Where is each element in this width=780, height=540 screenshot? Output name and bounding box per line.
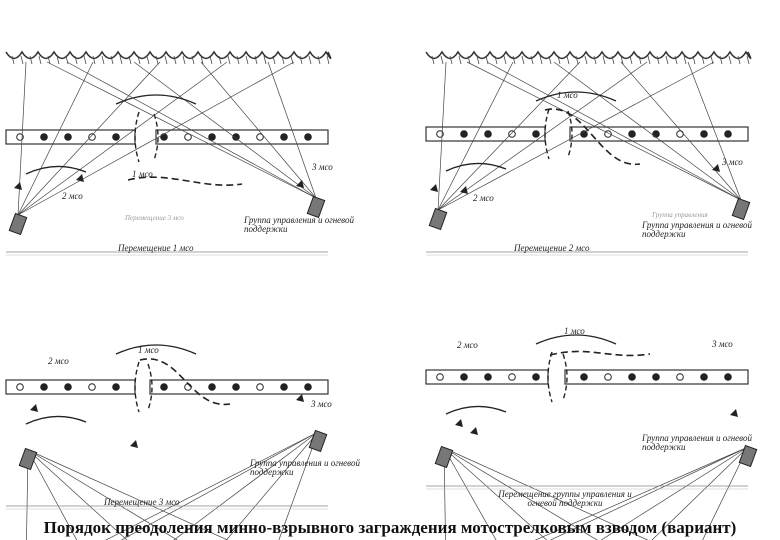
mine-marker xyxy=(437,374,444,381)
front-tick xyxy=(459,56,461,64)
squad-marker xyxy=(130,440,138,448)
panel-3-label-squad-1: 1 мсо xyxy=(138,345,159,355)
front-tick xyxy=(39,56,41,64)
panel-2-label-squad-2: 2 мсо xyxy=(473,193,494,203)
front-tick xyxy=(585,56,587,64)
front-tick xyxy=(666,56,668,64)
mine-marker xyxy=(89,134,96,141)
squad-marker xyxy=(76,174,84,182)
front-tick xyxy=(93,56,95,64)
mine-marker xyxy=(533,131,540,138)
mine-marker xyxy=(161,134,168,141)
vehicle-icon xyxy=(9,213,26,234)
fire-direction-line xyxy=(621,62,741,200)
mine-marker xyxy=(581,374,588,381)
squad-marker xyxy=(455,419,463,427)
vehicle-icon xyxy=(19,448,36,469)
fire-direction-line xyxy=(438,62,513,210)
squad-marker xyxy=(14,182,22,190)
front-tick xyxy=(513,56,515,64)
mine-marker xyxy=(41,134,48,141)
mine-marker xyxy=(701,131,708,138)
mine-marker xyxy=(485,131,492,138)
passage-bracket xyxy=(135,112,139,162)
fire-direction-line xyxy=(18,62,227,215)
squad-arc xyxy=(26,416,86,424)
mine-marker xyxy=(305,134,312,141)
panel-4-label-squad-2: 2 мсо xyxy=(457,340,478,350)
front-tick xyxy=(576,56,578,64)
panel-4-caption: Перемещение группы управления и огневой поддержки xyxy=(498,489,632,509)
movement-route xyxy=(550,351,650,355)
front-tick xyxy=(522,56,524,64)
panel-3-label-squad-2: 2 мсо xyxy=(48,356,69,366)
panel-1-label-squad-2: 2 мсо xyxy=(62,191,83,201)
mine-marker xyxy=(701,374,708,381)
mine-marker xyxy=(677,374,684,381)
panel-1-faint-label: Перемещение 3 мсо xyxy=(125,214,184,222)
vehicle-icon xyxy=(435,446,452,467)
front-tick xyxy=(309,56,311,64)
mine-marker xyxy=(233,134,240,141)
mine-marker xyxy=(509,131,516,138)
mine-marker xyxy=(209,384,216,391)
mine-marker xyxy=(533,374,540,381)
fire-direction-line xyxy=(18,62,294,215)
squad-arc xyxy=(536,335,616,344)
mine-marker xyxy=(653,374,660,381)
diagram-title: Порядок преодоления минно-взрывного заграждения мотострелковым взводом (вариант) xyxy=(43,518,737,537)
fire-direction-line xyxy=(438,62,580,210)
movement-route xyxy=(545,109,640,164)
front-tick xyxy=(147,56,149,64)
front-tick xyxy=(12,56,14,64)
front-tick xyxy=(237,56,239,64)
mine-marker xyxy=(65,384,72,391)
mine-marker xyxy=(257,384,264,391)
mine-marker xyxy=(677,131,684,138)
panel-1-label-squad-1: 1 мсо xyxy=(132,169,153,179)
fire-direction-line xyxy=(467,62,741,200)
mine-marker xyxy=(65,134,72,141)
mine-marker xyxy=(113,384,120,391)
front-tick xyxy=(165,56,167,64)
panel-2-label-control-group: Группа управления и огневой поддержки xyxy=(642,220,752,240)
front-tick xyxy=(102,56,104,64)
front-tick xyxy=(657,56,659,64)
mine-marker xyxy=(281,384,288,391)
panel-2-faint-label: Группа управления xyxy=(652,211,708,219)
mine-marker xyxy=(653,131,660,138)
squad-marker xyxy=(460,186,468,194)
front-tick xyxy=(210,56,212,64)
mine-marker xyxy=(281,134,288,141)
panel-4-label-control-group: Группа управления и огневой поддержки xyxy=(642,433,752,453)
vehicle-icon xyxy=(309,430,326,451)
panel-4-label-squad-1: 1 мсо xyxy=(564,326,585,336)
front-tick xyxy=(567,56,569,64)
front-tick xyxy=(30,56,32,64)
front-tick xyxy=(21,56,23,64)
panel-4-label-squad-3: 3 мсо xyxy=(712,339,733,349)
front-tick xyxy=(738,56,740,64)
front-tick xyxy=(441,56,443,64)
fire-direction-line xyxy=(438,62,714,210)
front-line xyxy=(6,52,331,58)
mine-marker xyxy=(233,384,240,391)
mine-marker xyxy=(725,131,732,138)
fire-direction-line xyxy=(18,62,160,215)
mine-marker xyxy=(17,384,24,391)
mine-marker xyxy=(113,134,120,141)
front-tick xyxy=(486,56,488,64)
movement-route xyxy=(140,359,230,405)
squad-marker xyxy=(30,404,38,412)
mine-marker xyxy=(629,131,636,138)
front-tick xyxy=(603,56,605,64)
fire-direction-line xyxy=(438,62,647,210)
mine-marker xyxy=(485,374,492,381)
squad-marker xyxy=(430,184,438,192)
passage-bracket xyxy=(548,352,552,402)
front-tick xyxy=(174,56,176,64)
mine-marker xyxy=(509,374,516,381)
squad-arc xyxy=(446,406,506,414)
front-tick xyxy=(504,56,506,64)
front-tick xyxy=(84,56,86,64)
panel-2-caption: Перемещение 2 мсо xyxy=(514,243,590,253)
panel-2-label-squad-3: 3 мсо xyxy=(722,157,743,167)
front-tick xyxy=(246,56,248,64)
front-tick xyxy=(300,56,302,64)
mine-marker xyxy=(461,374,468,381)
vehicle-icon xyxy=(732,198,749,219)
panel-3-label-squad-3: 3 мсо xyxy=(311,399,332,409)
mine-marker xyxy=(605,374,612,381)
front-tick xyxy=(183,56,185,64)
front-tick xyxy=(729,56,731,64)
panel-3-caption: Перемещение 3 мсо xyxy=(104,497,180,507)
panel-2-label-squad-1: 1 мсо xyxy=(557,90,578,100)
front-tick xyxy=(720,56,722,64)
front-tick xyxy=(228,56,230,64)
mine-marker xyxy=(629,374,636,381)
panel-1-label-control-group: Группа управления и огневой поддержки xyxy=(244,215,354,235)
minefield-strip-right xyxy=(156,130,328,144)
front-line xyxy=(426,52,751,58)
front-tick xyxy=(318,56,320,64)
front-tick xyxy=(432,56,434,64)
panel-3-drawing xyxy=(6,345,331,540)
squad-marker xyxy=(470,427,478,435)
mine-marker xyxy=(461,131,468,138)
front-tick xyxy=(648,56,650,64)
squad-marker xyxy=(730,409,738,417)
front-tick xyxy=(450,56,452,64)
front-tick xyxy=(594,56,596,64)
panel-3-label-control-group: Группа управления и огневой поддержки xyxy=(250,458,360,478)
mine-marker xyxy=(41,384,48,391)
panel-1-label-squad-3: 3 мсо xyxy=(312,162,333,172)
panel-1-caption: Перемещение 1 мсо xyxy=(118,243,194,253)
mine-marker xyxy=(161,384,168,391)
mine-marker xyxy=(305,384,312,391)
vehicle-icon xyxy=(429,208,446,229)
front-tick xyxy=(66,56,68,64)
squad-arc xyxy=(446,163,506,171)
front-tick xyxy=(630,56,632,64)
fire-direction-line xyxy=(688,62,741,200)
front-tick xyxy=(156,56,158,64)
passage-bracket xyxy=(135,362,139,412)
mine-marker xyxy=(725,374,732,381)
squad-arc xyxy=(26,166,86,174)
squad-marker xyxy=(296,394,304,402)
mine-marker xyxy=(89,384,96,391)
mine-marker xyxy=(209,134,216,141)
